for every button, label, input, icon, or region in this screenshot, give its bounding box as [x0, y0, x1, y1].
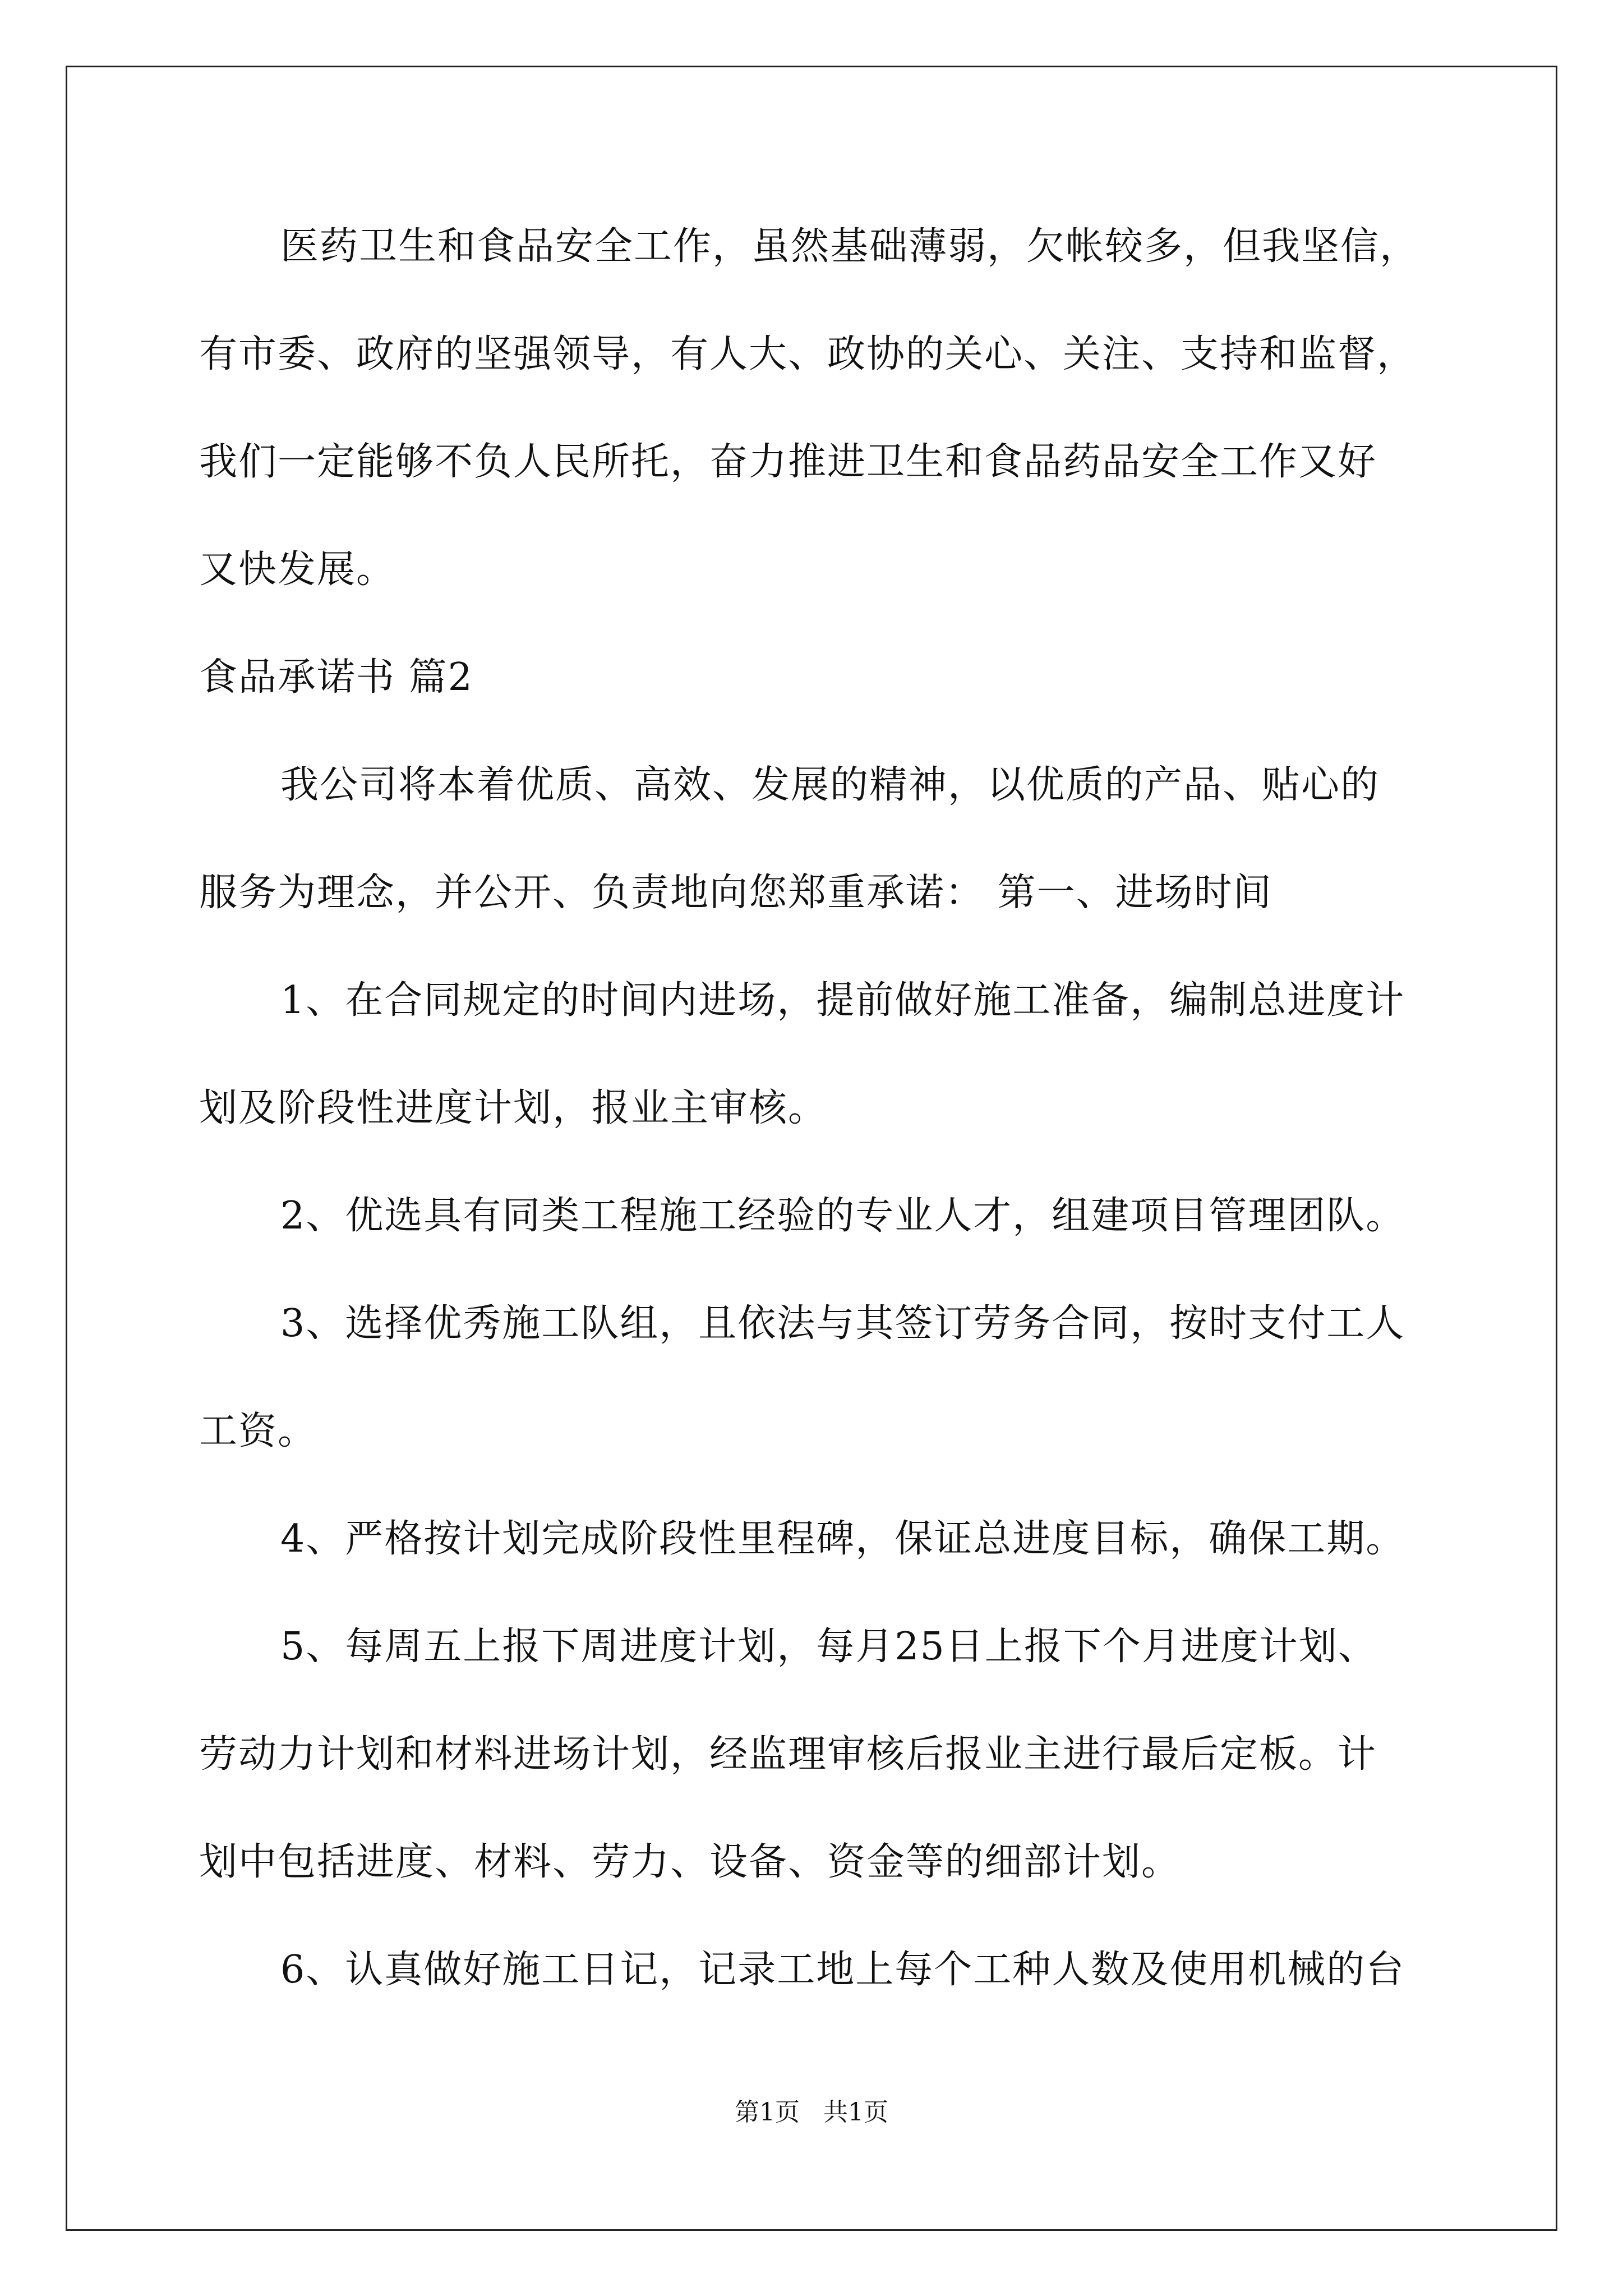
text-line: 医药卫生和食品安全工作，虽然基础薄弱，欠帐较多，但我坚信，: [280, 224, 1419, 269]
text-line: 3、选择优秀施工队组，且依法与其签订劳务合同，按时支付工人: [280, 1301, 1405, 1346]
text-line: 我公司将本着优质、高效、发展的精神，以优质的产品、贴心的: [280, 763, 1380, 807]
text-line: 有市委、政府的坚强领导，有人大、政协的关心、关注、支持和监督，: [199, 332, 1417, 376]
text-line: 划中包括进度、材料、劳力、设备、资金等的细部计划。: [199, 1840, 1181, 1884]
text-line: 1、在合同规定的时间内进场，提前做好施工准备，编制总进度计: [280, 978, 1405, 1023]
document-body: [199, 213, 1438, 2044]
text-line: 服务为理念，并公开、负责地向您郑重承诺： 第一、进场时间: [199, 871, 1272, 915]
text-line: 2、优选具有同类工程施工经验的专业人才，组建项目管理团队。: [280, 1194, 1405, 1238]
text-line: 劳动力计划和材料进场计划，经监理审核后报业主进行最后定板。计: [199, 1732, 1377, 1777]
text-line: 我们一定能够不负人民所托，奋力推进卫生和食品药品安全工作又好: [199, 440, 1377, 484]
page-number: 第1页: [735, 2098, 800, 2127]
text-line: 划及阶段性进度计划，报业主审核。: [199, 1086, 828, 1130]
page-total: 共1页: [823, 2098, 888, 2127]
text-line: 4、严格按计划完成阶段性里程碑，保证总进度目标，确保工期。: [280, 1517, 1405, 1561]
text-line: 又快发展。: [199, 547, 396, 592]
text-line: 5、每周五上报下周进度计划，每月25日上报下个月进度计划、: [280, 1625, 1377, 1669]
text-line: 6、认真做好施工日记，记录工地上每个工种人数及使用机械的台: [280, 1948, 1405, 1992]
text-line: 工资。: [199, 1409, 317, 1453]
section-heading: 食品承诺书 篇2: [199, 655, 473, 700]
page-footer: [0, 2096, 1623, 2129]
